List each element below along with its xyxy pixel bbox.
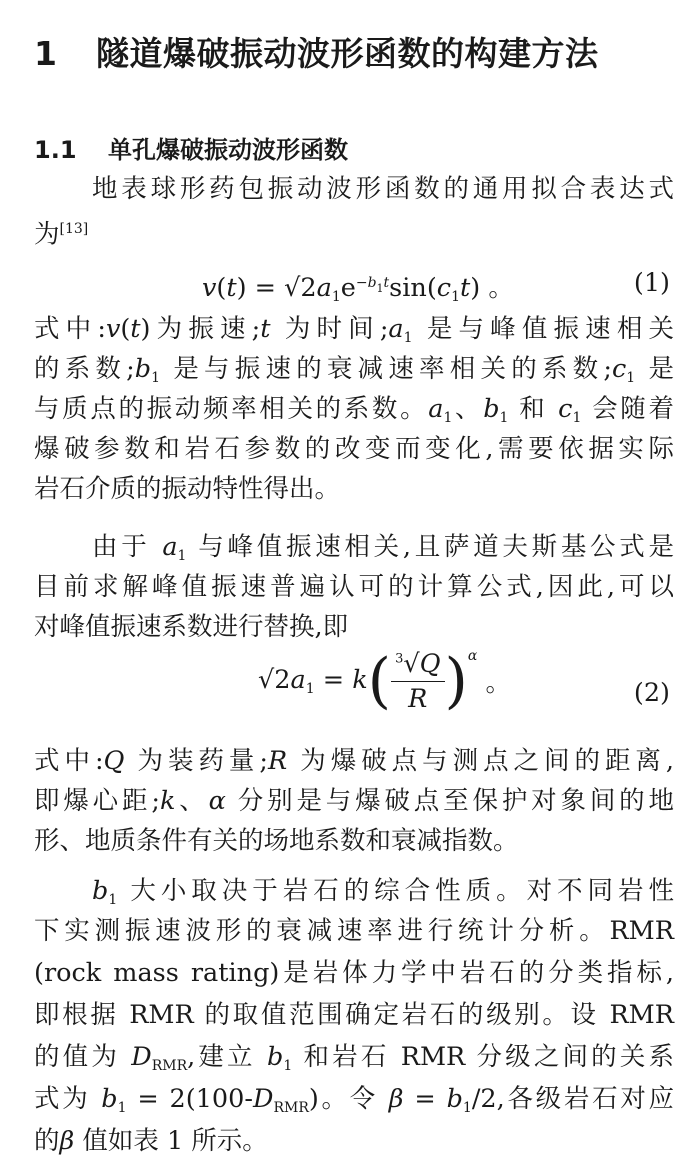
paragraph-line: 即爆心距;k、α 分别是与爆破点至保护对象间的地 xyxy=(34,786,675,816)
subsection-number: 1.1 xyxy=(34,136,77,164)
paragraph-line: 为[13] xyxy=(34,219,89,250)
paragraph-line: 即根据 RMR 的取值范围确定岩石的级别。设 RMR xyxy=(34,1000,674,1030)
equation-1-number: (1) xyxy=(633,268,670,298)
paragraph-line: 目前求解峰值振速普遍认可的计算公式,因此,可以 xyxy=(34,572,674,602)
equation-2-number: (2) xyxy=(633,678,670,708)
paragraph-line: 的值为 $D_{RMR}$,建立 $b_1$ 和岩石 RMR 分级之间的关系 xyxy=(34,1042,674,1074)
paragraph-line: (rock mass rating)是岩体力学中岩石的分类指标, xyxy=(34,958,674,988)
section-number: 1 xyxy=(34,34,58,73)
paragraph-line: 爆破参数和岩石参数的改变而变化,需要依据实际 xyxy=(34,434,674,464)
section-heading xyxy=(34,28,684,75)
section-title: 隧道爆破振动波形函数的构建方法 xyxy=(96,34,599,73)
paragraph-line: 由于 $a_1$ 与峰值振速相关,且萨道夫斯基公式是 xyxy=(92,532,675,564)
paragraph-line: 式中:Q 为装药量;R 为爆破点与测点之间的距离, xyxy=(34,746,674,776)
paragraph-line: 的β 值如表 1 所示。 xyxy=(34,1126,268,1156)
paragraph-line: $b_1$ 大小取决于岩石的综合性质。对不同岩性 xyxy=(92,876,674,908)
paragraph-line: 式中:v(t)为振速;t 为时间$;a_1$ 是与峰值振速相关 xyxy=(34,314,675,346)
paragraph-line: 对峰值振速系数进行替换,即 xyxy=(34,612,349,642)
citation-ref: [13] xyxy=(59,221,89,237)
paragraph-line: 式为 $b_1 = 2(100-D_{RMR})$。令 $\beta = b_1/2$,各级岩石对应 xyxy=(34,1084,675,1116)
paragraph-line: 的系数$;b_1$ 是与振速的衰减速率相关的系数$;c_1$ 是 xyxy=(34,354,675,386)
equation-1: $v(t) = √2a_1e^{-b_1t}\sin(c_1t)$ 。 xyxy=(202,273,514,305)
paragraph-line: 岩石介质的振动特性得出。 xyxy=(34,474,341,504)
paragraph-line: 形、地质条件有关的场地系数和衰减指数。 xyxy=(34,826,519,856)
equation-2: $√2a_1 = k$( $\frac{^3√Q}{R}$ )$^\alpha$ 。 xyxy=(258,646,511,716)
paragraph-line: 下实测振速波形的衰减速率进行统计分析。RMR xyxy=(34,916,674,946)
paragraph-line: 与质点的振动频率相关的系数。$a_1$、$b_1$ 和 $c_1$ 会随着 xyxy=(34,394,674,426)
subsection-heading xyxy=(34,130,348,165)
paragraph-line: 地表球形药包振动波形函数的通用拟合表达式 xyxy=(92,174,674,204)
subsection-title: 单孔爆破振动波形函数 xyxy=(108,136,348,164)
